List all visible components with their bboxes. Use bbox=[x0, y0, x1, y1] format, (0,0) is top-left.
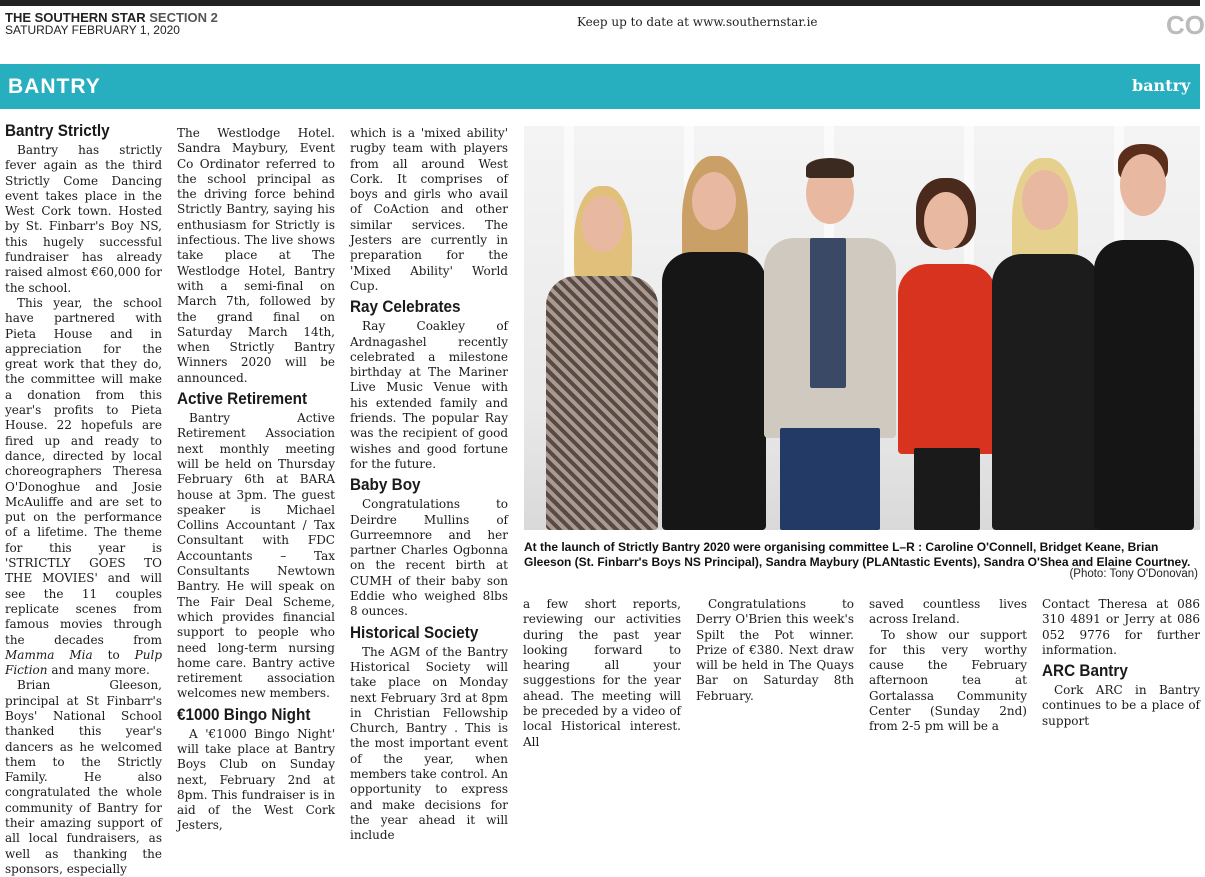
masthead-title: THE SOUTHERN STAR bbox=[5, 10, 146, 25]
person-sandra-maybury bbox=[894, 178, 1000, 530]
headline-active-retirement: Active Retirement bbox=[177, 389, 308, 409]
face bbox=[582, 196, 624, 252]
person-caroline bbox=[538, 186, 666, 530]
group-photo bbox=[524, 126, 1200, 530]
red-jacket bbox=[898, 264, 996, 454]
top-rule bbox=[0, 0, 1200, 6]
photo-credit: (Photo: Tony O'Donovan) bbox=[1069, 568, 1198, 580]
article-paragraph bbox=[5, 296, 162, 678]
article-paragraph: Cork ARC in Bantry continues to be a place of support bbox=[1042, 683, 1200, 728]
section-title: BANTRY bbox=[8, 75, 101, 98]
face bbox=[924, 192, 968, 250]
column-7 bbox=[1042, 597, 1200, 728]
face bbox=[1022, 170, 1068, 230]
article-paragraph: The Westlodge Hotel. Sandra Maybury, Event Co Ordinator referred to the school principal as the driving force behind Strictly Bantry, saying his enthusiasm for Strictly is infectious. The live shows take place at The Westlodge Hotel, Bantry with a semi-final on March 7th, followed by the grand final on Saturday March 14th, when Strictly Bantry Winners 2020 will be announced. bbox=[177, 126, 335, 385]
corner-fragment: CO bbox=[1166, 10, 1205, 40]
headline-arc-bantry: ARC Bantry bbox=[1042, 661, 1128, 681]
article-paragraph: Bantry has strictly fever again as the third Strictly Come Dancing event takes place in the West Cork town. Hosted by St. Finbarr's Boy NS, this hugely successful fundraiser has already raised almost €60,000 for the school. bbox=[5, 143, 162, 295]
person-brian bbox=[760, 158, 900, 530]
headline-historical-society: Historical Society bbox=[350, 622, 479, 642]
article-text: and many more. bbox=[51, 663, 150, 678]
article-paragraph: To show our support for this very worthy cause the February afternoon tea at Gortalassa Community Center (Sunday 2nd) from 2-5 pm will be a bbox=[869, 627, 1027, 734]
photo-caption: At the launch of Strictly Bantry 2020 were organising committee L–R : Caroline O'Connell, Bridget Keane, Brian Gleeson (St. Finbarr's Boys NS Principal), Sandra Maybury (PLANtastic Events), Sandra O'Shea and Elaine Courtney. bbox=[524, 540, 1191, 569]
face bbox=[1120, 154, 1166, 216]
headline-bantry-strictly: Bantry Strictly bbox=[5, 121, 110, 140]
movie-title: Mamma Mia bbox=[5, 647, 93, 662]
face bbox=[692, 172, 736, 230]
article-paragraph: Ray Coakley of Ardnagashel recently celebrated a milestone birthday at The Mariner Live Music Venue with his extended family and friends. The popular Ray was the recipient of good wishes and good fortune for the future. bbox=[350, 319, 508, 471]
website-tagline: Keep up to date at www.southernstar.ie bbox=[577, 15, 818, 29]
dress bbox=[546, 276, 658, 530]
section-label: SECTION 2 bbox=[149, 10, 218, 25]
article-paragraph: saved countless lives across Ireland. bbox=[869, 597, 1027, 627]
article-paragraph: Bantry Active Retirement Association next monthly meeting will be held on Thursday February 6th at BARA house at 3pm. The guest speaker is Michael Collins Accountant / Tax Consultant with FDC Accountants – Tax Consultants Newtown Bantry. He will speak on The Fair Deal Scheme, which provides financial support to people who need long-term nursing home care. Bantry active retirement association welcomes new members. bbox=[177, 411, 335, 701]
column-6 bbox=[869, 597, 1027, 734]
section-band bbox=[0, 64, 1200, 109]
article-paragraph: The AGM of the Bantry Historical Society will take place on Monday next February 3rd at 8pm in Christian Fellowship Church, Bantry . This is the most important event of the year, when members take control. An opportunity to express and make decisions for the year ahead it will include bbox=[350, 644, 508, 843]
article-paragraph: Brian Gleeson, principal at St Finbarr's Boys' National School thanked this year's dancers as he welcomed them to the Strictly Family. He also congratulated the whole community of Bantry for their amazing support of all local fundraisers, as well as thanking the sponsors, especially bbox=[5, 678, 162, 876]
section-label-right: bantry bbox=[1132, 76, 1191, 95]
headline-baby-boy: Baby Boy bbox=[350, 475, 421, 495]
column-1 bbox=[5, 121, 162, 876]
article-paragraph: which is a 'mixed ability' rugby team with players from all around West Cork. It comprises of boys and girls who avail of CoAction and other similar services. The Jesters are currently in preparation for the 'Mixed Ability' World Cup. bbox=[350, 126, 508, 293]
hair bbox=[806, 158, 854, 178]
trousers bbox=[914, 448, 980, 530]
dateline: SATURDAY FEBRUARY 1, 2020 bbox=[5, 23, 180, 37]
jeans bbox=[780, 428, 880, 530]
article-paragraph: a few short reports, reviewing our activities during the past year looking forward to hearing all your suggestions for the year ahead. The meeting will be preceded by a video of local Historical interest. All bbox=[523, 597, 681, 749]
article-paragraph: Congratulations to Deirdre Mullins of Gurreemnore and her partner Charles Ogbonna on the recent birth at CUMH of their baby son Eddie who weighed 8lbs 8 ounces. bbox=[350, 497, 508, 619]
column-5 bbox=[696, 597, 854, 703]
column-3 bbox=[350, 126, 508, 843]
person-elaine bbox=[1084, 144, 1200, 530]
headline-bingo-night: €1000 Bingo Night bbox=[177, 704, 311, 724]
article-paragraph: A '€1000 Bingo Night' will take place at Bantry Boys Club on Sunday next, February 2nd at 8pm. This fundraiser is in aid of the West Cork Jesters, bbox=[177, 726, 335, 833]
article-paragraph: Contact Theresa at 086 310 4891 or Jerry at 086 052 9776 for further information. bbox=[1042, 597, 1200, 657]
dress bbox=[1094, 240, 1194, 530]
column-4 bbox=[523, 597, 681, 749]
column-2 bbox=[177, 126, 335, 833]
person-bridget bbox=[658, 156, 770, 530]
shirt bbox=[810, 238, 846, 388]
outfit bbox=[662, 252, 766, 530]
article-paragraph: Congratulations to Derry O'Brien this week's Spilt the Pot winner. Prize of €380. Next draw will be held in The Quays Bar on Saturday 8th February. bbox=[696, 597, 854, 703]
headline-ray-celebrates: Ray Celebrates bbox=[350, 297, 461, 317]
movie-title: Pulp Fiction bbox=[5, 647, 162, 678]
article-text: This year, the school have partnered with Pieta House and in appreciation for the great work that they do, the committee will make a donation from this year's profits to Pieta House. 22 hopefuls are fired up and ready to dance, directed by local choreographers Theresa O'Donoghue and Josie McAuliffe and are set to put on the performance of a lifetime. The theme for this year is 'STRICTLY GOES TO THE MOVIES' and will see the 11 couples replicate scenes from famous movies through the decades from bbox=[5, 295, 162, 647]
article-text: to bbox=[107, 647, 120, 662]
